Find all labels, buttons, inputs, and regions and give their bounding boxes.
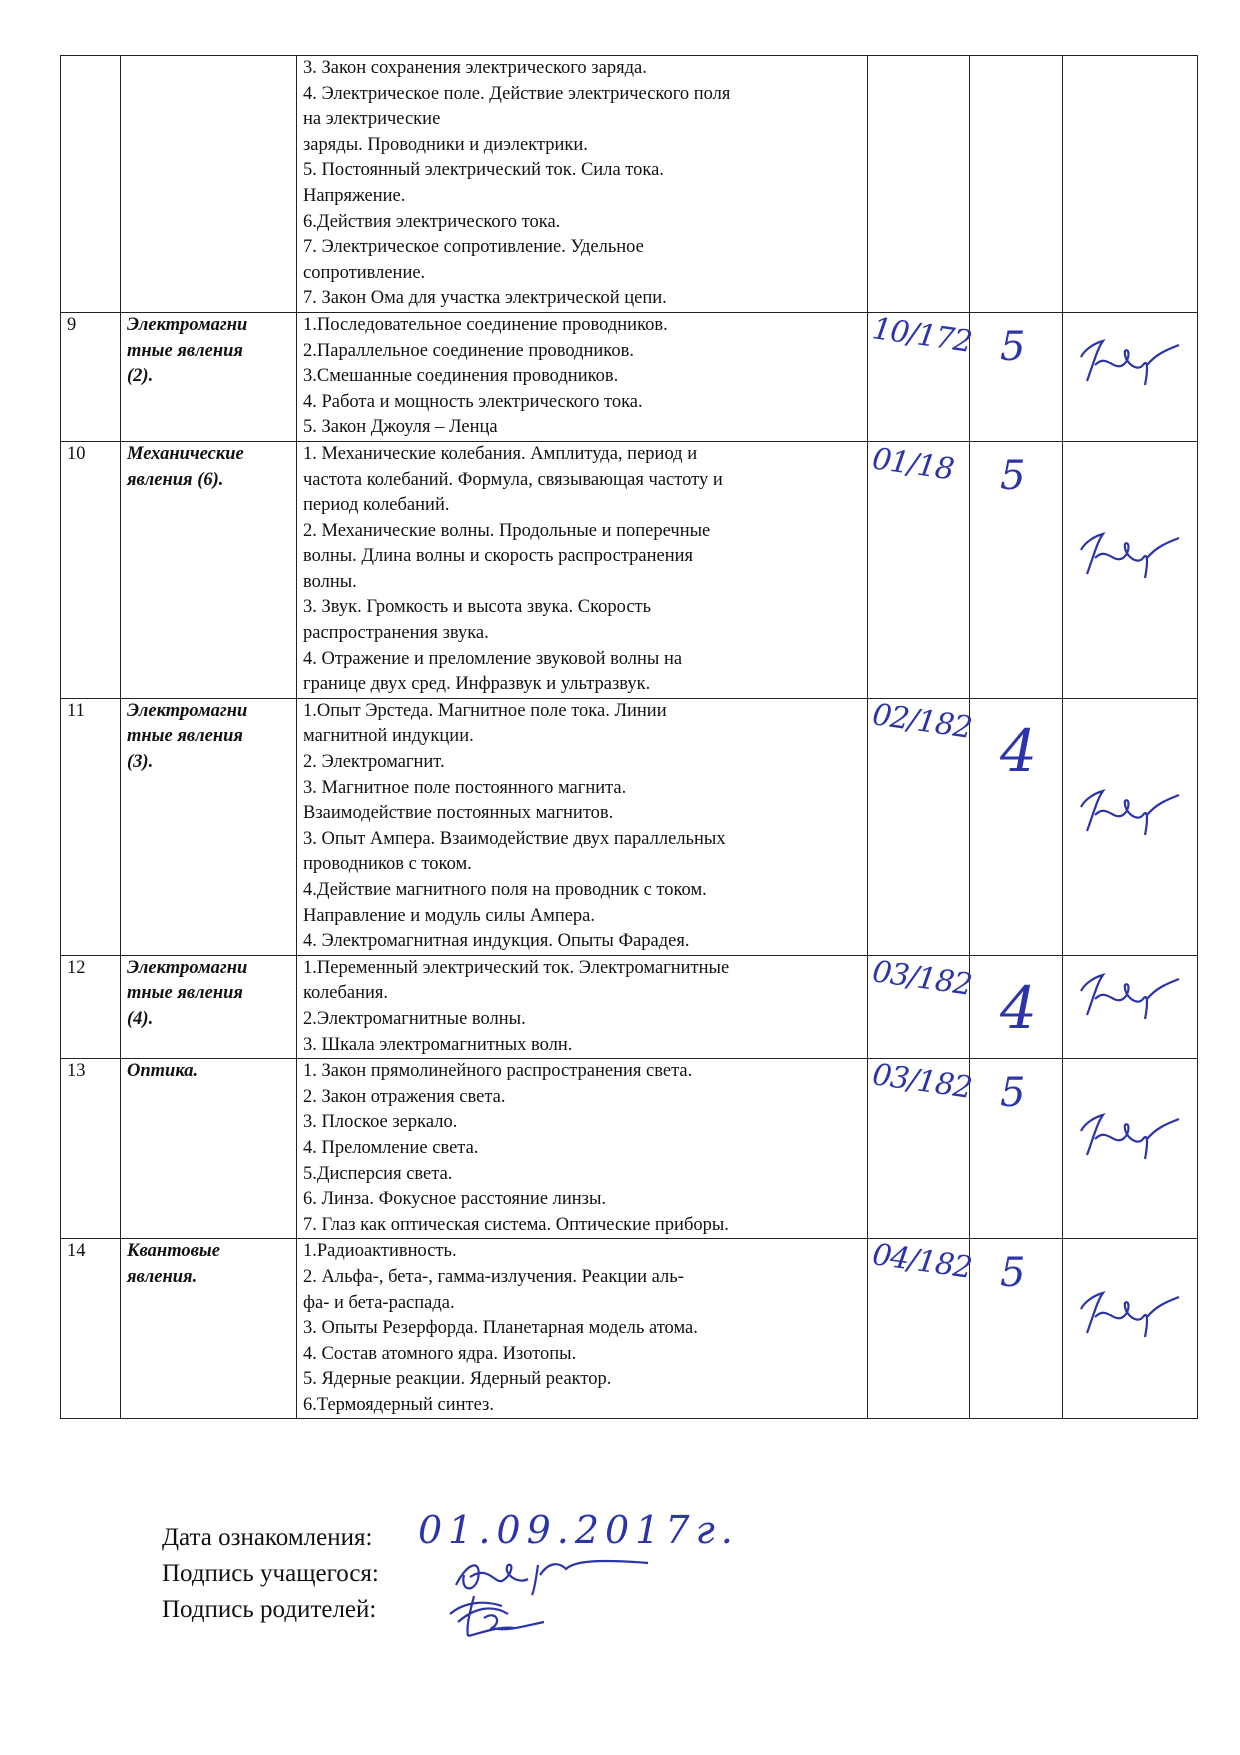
topic-line: (3). xyxy=(127,752,154,773)
date-cell xyxy=(868,1237,974,1419)
grade-cell xyxy=(970,312,1063,441)
topic-cell xyxy=(121,1239,297,1419)
content-cell xyxy=(297,441,868,698)
content-cell xyxy=(297,698,868,955)
teacher-signature-cell xyxy=(1063,955,1198,1058)
content-line: 1.Переменный электрический ток. Электромагнитные xyxy=(303,957,730,978)
row-number: 9 xyxy=(61,312,121,441)
content-line: 2. Альфа-, бета-, гамма-излучения. Реакции аль- xyxy=(303,1266,684,1287)
topic-cell xyxy=(121,955,297,1058)
handwritten-grade: 4 xyxy=(1000,973,1037,1042)
teacher-signature-cell xyxy=(1063,441,1198,698)
content-line: заряды. Проводники и диэлектрики. xyxy=(303,134,588,155)
content-line: 4. Состав атомного ядра. Изотопы. xyxy=(303,1343,577,1364)
date-cell xyxy=(868,697,974,955)
handwritten-grade: 5 xyxy=(1000,1250,1026,1297)
row-number: 14 xyxy=(61,1239,121,1419)
content-line: 6.Действия электрического тока. xyxy=(303,211,561,232)
content-line: 3.Смешанные соединения проводников. xyxy=(303,366,619,387)
content-line: 6. Линза. Фокусное расстояние линзы. xyxy=(303,1189,607,1210)
topic-cell xyxy=(121,312,297,441)
parents-signature xyxy=(444,1592,554,1642)
plan-row xyxy=(61,1239,1198,1419)
content-line: Взаимодействие постоянных магнитов. xyxy=(303,803,614,824)
content-line: 1.Последовательное соединение проводников. xyxy=(303,314,668,335)
content-cell xyxy=(297,1059,868,1239)
content-line: 2.Параллельное соединение проводников. xyxy=(303,340,634,361)
content-line: 2.Электромагнитные волны. xyxy=(303,1008,526,1029)
content-line: 5. Ядерные реакции. Ядерный реактор. xyxy=(303,1369,612,1390)
content-line: 6.Термоядерный синтез. xyxy=(303,1394,494,1415)
content-line: проводников с током. xyxy=(303,854,472,875)
teacher-signature xyxy=(1073,528,1183,588)
content-line: 1. Закон прямолинейного распространения света. xyxy=(303,1061,693,1082)
topic-line: Электромагни xyxy=(127,700,248,721)
handwritten-grade: 5 xyxy=(1000,323,1026,370)
content-line: волны. xyxy=(303,571,357,592)
topic-line: Электромагни xyxy=(127,957,248,978)
content-line: 3. Шкала электромагнитных волн. xyxy=(303,1034,573,1055)
row-number: 10 xyxy=(61,441,121,698)
content-line: 5. Закон Джоуля – Ленца xyxy=(303,417,498,438)
teacher-signature xyxy=(1073,1287,1183,1347)
content-line: 3. Закон сохранения электрического заряда. xyxy=(303,58,647,78)
content-line: 4. Электрическое поле. Действие электрического поля xyxy=(303,83,731,104)
topic-cell xyxy=(121,698,297,955)
study-plan-table xyxy=(60,55,1198,1419)
grade-cell xyxy=(970,1059,1063,1239)
content-line: 2. Механические волны. Продольные и поперечные xyxy=(303,520,711,541)
content-line: частота колебаний. Формула, связывающая частоту и xyxy=(303,469,723,490)
teacher-signature-cell xyxy=(1063,698,1198,955)
topic-line: тные явления xyxy=(127,983,243,1004)
content-line: 4. Работа и мощность электрического тока. xyxy=(303,391,643,412)
handwritten-grade: 5 xyxy=(1000,452,1026,499)
content-cell xyxy=(297,955,868,1058)
topic-cell xyxy=(121,1059,297,1239)
plan-row xyxy=(61,698,1198,955)
content-line: фа- и бета-распада. xyxy=(303,1292,455,1313)
topic-line: явления (6). xyxy=(127,469,224,490)
plan-row xyxy=(61,312,1198,441)
teacher-signature-cell xyxy=(1063,1239,1198,1419)
content-line: 5. Постоянный электрический ток. Сила тока. xyxy=(303,160,664,181)
content-line: магнитной индукции. xyxy=(303,726,474,747)
content-line: Напряжение. xyxy=(303,185,406,206)
handwritten-grade: 4 xyxy=(1000,716,1037,785)
content-line: распространения звука. xyxy=(303,623,489,644)
handwritten-grade: 5 xyxy=(1000,1070,1026,1117)
topic-line: тные явления xyxy=(127,340,243,361)
content-line: 3. Звук. Громкость и высота звука. Скорость xyxy=(303,597,652,618)
content-cell xyxy=(297,56,868,313)
date-cell xyxy=(868,56,970,313)
date-label: Дата ознакомления: xyxy=(162,1524,373,1551)
content-line: 3. Плоское зеркало. xyxy=(303,1112,458,1133)
acknowledgement-block xyxy=(162,1520,379,1628)
content-line: на электрические xyxy=(303,109,441,130)
grade-cell xyxy=(970,441,1063,698)
grade-cell xyxy=(970,56,1063,313)
content-line: границе двух сред. Инфразвук и ультразвук. xyxy=(303,674,651,695)
content-line: период колебаний. xyxy=(303,495,450,516)
topic-line: (4). xyxy=(127,1008,154,1029)
date-cell xyxy=(868,1057,974,1239)
topic-line: (2). xyxy=(127,366,154,387)
content-line: 2. Закон отражения света. xyxy=(303,1086,506,1107)
row-number xyxy=(61,56,121,313)
topic-cell xyxy=(121,56,297,313)
row-number: 13 xyxy=(61,1059,121,1239)
parents-signature-label: Подпись родителей: xyxy=(162,1596,377,1623)
teacher-signature xyxy=(1073,785,1183,845)
handwritten-date: 03/182 xyxy=(870,954,974,1003)
content-line: колебания. xyxy=(303,983,389,1004)
content-line: 4. Преломление света. xyxy=(303,1137,479,1158)
content-line: 4.Действие магнитного поля на проводник с током. xyxy=(303,880,707,900)
topic-line: тные явления xyxy=(127,726,243,747)
content-line: 1.Радиоактивность. xyxy=(303,1241,457,1262)
student-signature-label: Подпись учащегося: xyxy=(162,1560,379,1587)
topic-cell xyxy=(121,441,297,698)
teacher-signature-cell xyxy=(1063,1059,1198,1239)
handwritten-date: 02/182 xyxy=(870,697,974,746)
teacher-signature xyxy=(1073,1109,1183,1169)
date-cell xyxy=(868,311,974,441)
content-line: 7. Электрическое сопротивление. Удельное xyxy=(303,237,644,258)
content-line: 7. Закон Ома для участка электрической цепи. xyxy=(303,288,667,309)
content-line: 7. Глаз как оптическая система. Оптические приборы. xyxy=(303,1214,729,1235)
acknowledgement-date-handwritten: 01.09.2017г. xyxy=(418,1508,739,1552)
teacher-signature xyxy=(1073,335,1183,395)
content-line: 2. Электромагнит. xyxy=(303,752,445,773)
handwritten-date: 01/18 xyxy=(870,441,956,488)
content-line: 3. Опыты Резерфорда. Планетарная модель атома. xyxy=(303,1318,698,1339)
handwritten-date: 04/182 xyxy=(870,1237,974,1287)
content-line: волны. Длина волны и скорость распространения xyxy=(303,546,694,567)
teacher-signature xyxy=(1073,969,1183,1029)
content-line: 3. Магнитное поле постоянного магнита. xyxy=(303,777,627,798)
content-line: 5.Дисперсия света. xyxy=(303,1163,453,1184)
grade-cell xyxy=(970,698,1063,955)
handwritten-date: 10/172 xyxy=(870,311,974,360)
topic-line: Оптика. xyxy=(127,1061,199,1082)
handwritten-date: 03/182 xyxy=(870,1057,974,1106)
topic-line: явления. xyxy=(127,1266,198,1287)
content-line: 1.Опыт Эрстеда. Магнитное поле тока. Линии xyxy=(303,700,667,721)
topic-line: Механические xyxy=(127,443,244,464)
plan-row xyxy=(61,441,1198,698)
grade-cell xyxy=(970,1239,1063,1419)
content-line: Направление и модуль силы Ампера. xyxy=(303,905,596,926)
content-line: сопротивление. xyxy=(303,262,426,283)
date-cell xyxy=(868,954,974,1058)
grade-cell xyxy=(970,955,1063,1058)
content-line: 4. Отражение и преломление звуковой волны на xyxy=(303,648,683,669)
row-number: 11 xyxy=(61,698,121,955)
plan-row xyxy=(61,1059,1198,1239)
plan-row xyxy=(61,955,1198,1058)
row-number: 12 xyxy=(61,955,121,1058)
teacher-signature-cell xyxy=(1063,312,1198,441)
date-cell xyxy=(868,441,970,698)
content-line: 4. Электромагнитная индукция. Опыты Фарадея. xyxy=(303,931,690,952)
content-cell xyxy=(297,1239,868,1419)
topic-line: Электромагни xyxy=(127,314,248,335)
content-line: 3. Опыт Ампера. Взаимодействие двух параллельных xyxy=(303,828,726,849)
teacher-signature-cell xyxy=(1063,56,1198,313)
content-cell xyxy=(297,312,868,441)
content-line: 1. Механические колебания. Амплитуда, период и xyxy=(303,443,698,464)
plan-row xyxy=(61,56,1198,313)
topic-line: Квантовые xyxy=(127,1241,220,1262)
